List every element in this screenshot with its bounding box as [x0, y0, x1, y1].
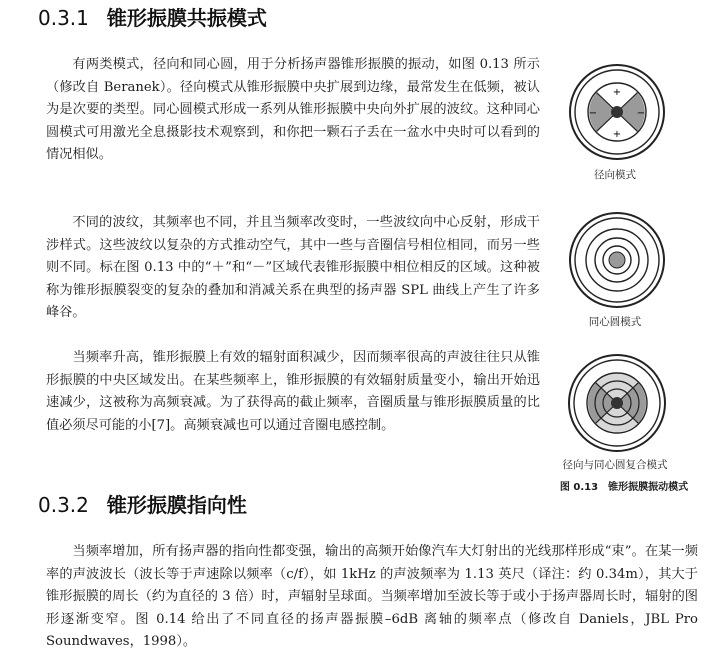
- section-number: 0.3.1: [38, 6, 89, 30]
- plus-label-bottom: +: [612, 129, 622, 140]
- concentric-mode-diagram: [567, 208, 667, 312]
- paragraph-directivity: 当频率增加，所有扬声器的指向性都变强，输出的高频开始像汽车大灯射出的光线那样形成“束”。在某一频率的声波波长（波长等于声速除以频率（c/f），如 1kHz 的声波频率为 1.13 英尺（译注：约 0.34m），其大于锥形振膜的周长（约为直径的 3 倍）时，声辐射呈球面。当频率增加至波长等于或小于扬声器周长时，辐射的图形逐渐变窄。图 0.14 给出了不同直径的扬声器振膜–6dB 离轴的频率点（修改自 Daniels，JBL Pro Soundwaves，1998）。: [46, 544, 698, 650]
- section-heading-0-3-2: [38, 492, 247, 518]
- radial-mode-caption: 径向模式: [594, 169, 636, 181]
- minus-label-left: −: [588, 108, 598, 119]
- section-title: 锥形振膜指向性: [106, 493, 247, 517]
- paragraph-rolloff: 当频率升高，锥形振膜上有效的辐射面积减少，因而频率很高的声波往往只从锥形振膜的中央区域发出。在某些频率上，锥形振膜的有效辐射质量变小，输出开始迅速减少，这被称为高频衰减。为了获得高的截止频率，音圈质量与锥形振膜质量的比值必须尽可能的小[7]。高频衰减也可以通过音圈电感控制。: [46, 350, 540, 433]
- minus-label-right: −: [636, 108, 646, 119]
- plus-label-top: +: [612, 87, 622, 98]
- concentric-mode-caption: 同心圆模式: [588, 316, 642, 328]
- section-title: 锥形振膜共振模式: [106, 6, 267, 30]
- combined-mode-caption: 径向与同心圆复合模式: [562, 459, 668, 471]
- radial-mode-diagram: [567, 60, 667, 164]
- section-heading-0-3-1: [38, 5, 267, 31]
- paragraph-ripples: 不同的波纹，其频率也不同，并且当频率改变时，一些波纹向中心反射，形成干涉样式。这些波纹以复杂的方式推动空气，其中一些与音圈信号相位相同，而另一些则不同。标在图 0.13 中的“＋”和“－”区域代表锥形振膜中相位相反的区域。这种被称为锥形振膜裂变的复杂的叠加和消减关系在典型的扬声器 SPL 曲线上产生了许多峰谷。: [46, 215, 540, 321]
- section-number: 0.3.2: [38, 493, 89, 517]
- paragraph-modes-intro: 有两类模式，径向和同心圆，用于分析扬声器锥形振膜的振动，如图 0.13 所示（修改自 Beranek）。径向模式从锥形振膜中央扩展到边缘，最常发生在低频，被认为是次要的类型。同心圆模式形成一系列从锥形振膜中央向外扩展的波纹。这种同心圆模式可用激光全息摄影技术观察到，和你把一颗石子丢在一盆水中央时可以看到的情况相似。: [46, 57, 540, 163]
- combined-mode-diagram: [565, 350, 669, 456]
- figure-caption: 图 0.13 锥形振膜振动模式: [559, 482, 689, 493]
